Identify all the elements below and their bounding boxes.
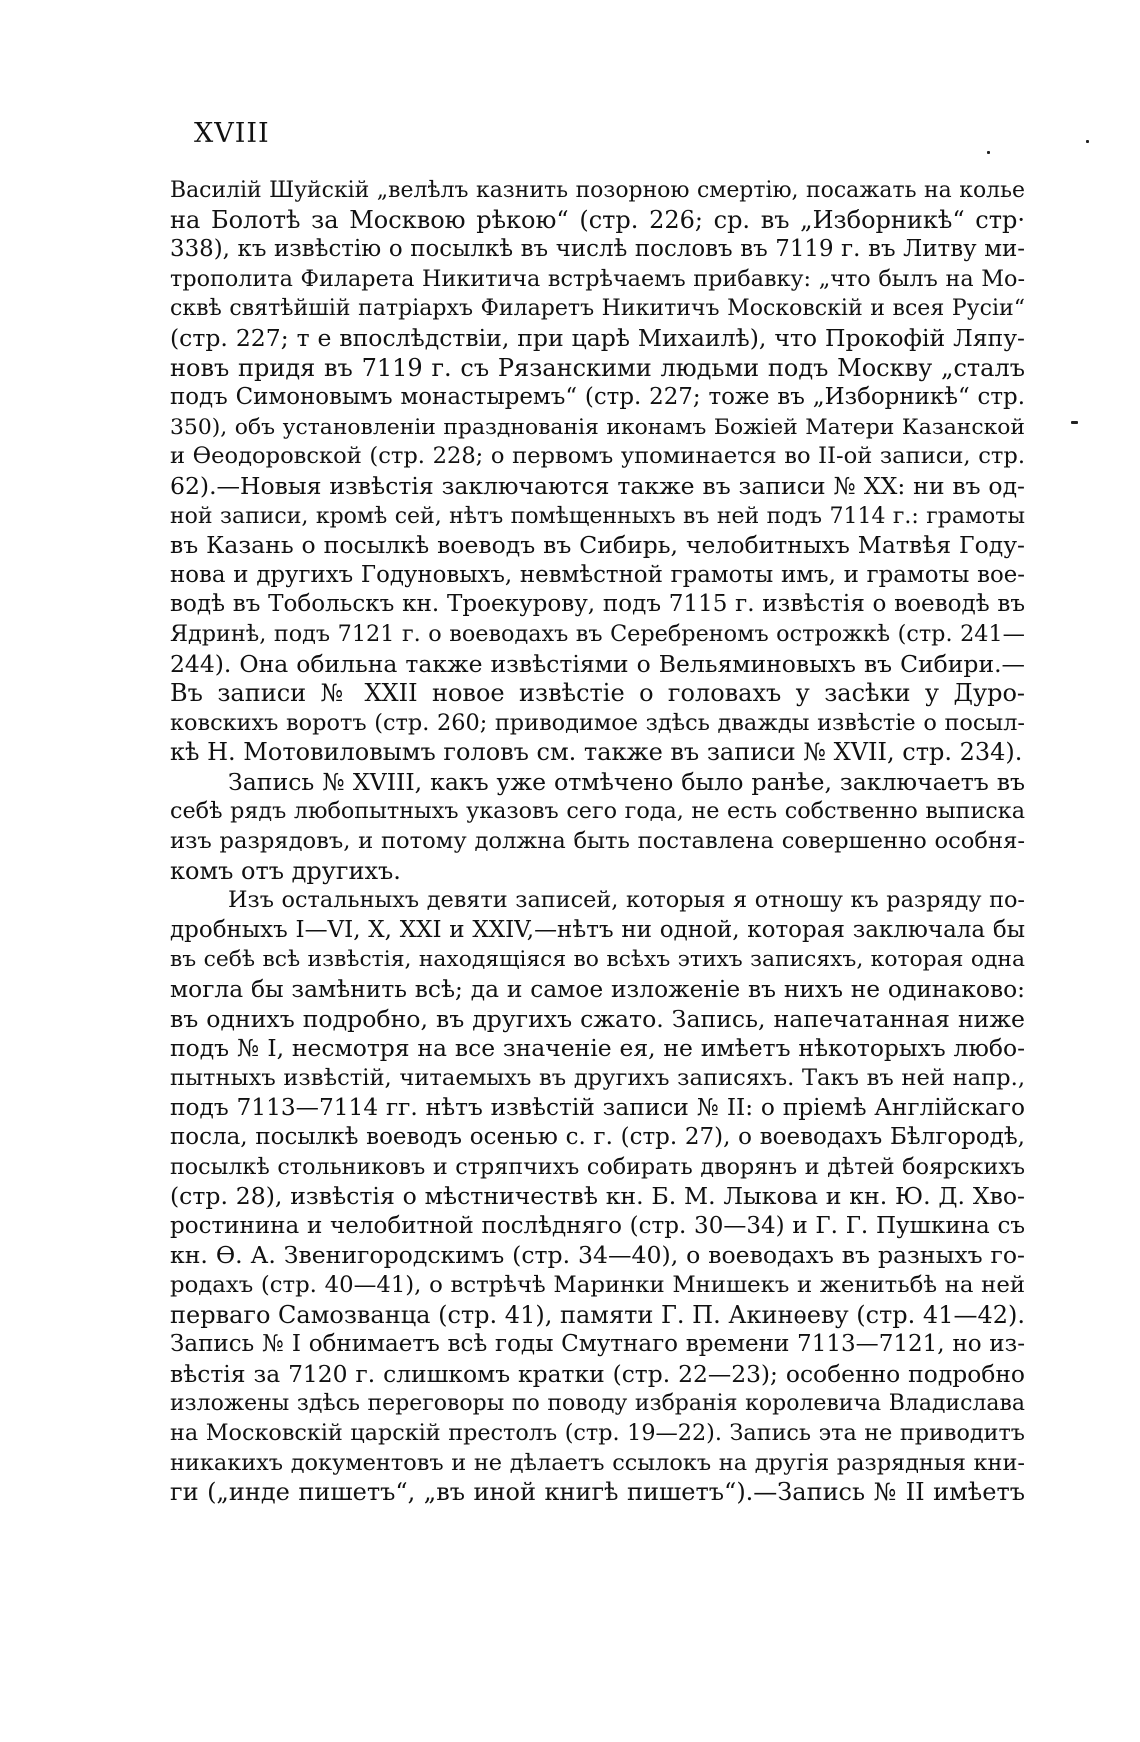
text-line: 350), объ установленіи празднованія иконамъ Божіей Матери Казанской [170, 414, 1025, 440]
print-speck [987, 151, 990, 154]
paragraph-1 [170, 176, 1025, 768]
text-line: изложены здѣсь переговоры по поводу избранія королевича Владислава [170, 1391, 1025, 1417]
text-line: Запись № I обнимаетъ всѣ годы Смутнаго времени 7113—7121, но из- [170, 1331, 1025, 1358]
text-line: изъ разрядовъ, и потому должна быть поставлена совершенно особня- [170, 828, 1025, 855]
text-line: Въ записи № XXII новое извѣстіе о головахъ у засѣки у Дуро- [170, 679, 1025, 708]
print-speck [1071, 421, 1078, 424]
text-line: Изъ остальныхъ девяти записей, которыя я отношу къ разряду по- [228, 887, 1025, 914]
text-line: въ Казань о посылкѣ воеводъ въ Сибирь, челобитныхъ Матвѣя Году- [170, 531, 1025, 560]
text-line: 62).—Новыя извѣстія заключаются также въ записи № XX: ни въ од- [170, 471, 1025, 500]
text-line: нова и другихъ Годуновыхъ, невмѣстной грамоты имъ, и грамоты вое- [170, 561, 1025, 588]
text-line: родахъ (стр. 40—41), о встрѣчѣ Маринки Мнишекъ и женитьбѣ на ней [170, 1271, 1025, 1298]
text-line: могла бы замѣнить всѣ; да и самое изложеніе въ нихъ не одинаково: [170, 975, 1025, 1004]
text-line: (стр. 227; т е впослѣдствіи, при царѣ Михаилѣ), что Прокофій Ляпу- [170, 323, 1025, 352]
text-line: подъ 7113—7114 гг. нѣтъ извѣстій записи № II: о пріемѣ Англійскаго [170, 1094, 1025, 1122]
text-line: 338), къ извѣстію о посылкѣ въ числѣ пословъ въ 7119 г. въ Литву ми- [170, 236, 1025, 263]
text-line: Василій Шуйскій „велѣлъ казнить позорною смертію, посажать на колье [170, 178, 1025, 203]
body-text [170, 176, 1025, 1508]
paragraph-3 [170, 886, 1025, 1507]
text-line: Ядринѣ, подъ 7121 г. о воеводахъ въ Серебреномъ острожкѣ (стр. 241— [170, 620, 1025, 647]
text-line: на Болотѣ за Москвою рѣкою“ (стр. 226; ср. въ „Изборникѣ“ стр· [170, 205, 1025, 234]
text-line: 244). Она обильна также извѣстіями о Вельяминовыхъ въ Сибири.— [170, 649, 1025, 678]
text-line: водѣ въ Тобольскъ кн. Троекурову, подъ 7115 г. извѣстія о воеводѣ въ [170, 591, 1025, 618]
text-line: пытныхъ извѣстій, читаемыхъ въ другихъ записяхъ. Такъ въ ней напр., [170, 1064, 1025, 1091]
text-line: кн. Ѳ. А. Звенигородскимъ (стр. 34—40), о воеводахъ въ разныхъ го- [170, 1241, 1025, 1270]
text-line: себѣ рядъ любопытныхъ указовъ сего года, не есть собственно выписка [170, 798, 1025, 825]
text-line: кѣ Н. Мотовиловымъ головъ см. также въ записи № XVII, стр. 234). [170, 738, 1023, 767]
text-line: вѣстія за 7120 г. слишкомъ кратки (стр. 22—23); особенно подробно [170, 1359, 1025, 1388]
text-line: новъ придя въ 7119 г. съ Рязанскими людьми подъ Москву „сталъ [170, 353, 1025, 382]
text-line: ростинина и челобитной послѣдняго (стр. 30—34) и Г. Г. Пушкина съ [170, 1212, 1025, 1239]
text-line: подъ № I, несмотря на все значеніе ея, не имѣетъ нѣкоторыхъ любо- [170, 1034, 1025, 1063]
text-line: дробныхъ I—VI, X, XXI и XXIV,—нѣтъ ни одной, которая заключала бы [170, 916, 1025, 943]
text-line: ги („инде пишетъ“, „въ иной книгѣ пишетъ“).—Запись № II имѣетъ [170, 1478, 1025, 1507]
print-speck [1086, 140, 1089, 143]
text-line: на Московскій царскій престолъ (стр. 19—22). Запись эта не приводитъ [170, 1419, 1025, 1446]
text-line: подъ Симоновымъ монастыремъ“ (стр. 227; тоже въ „Изборникѣ“ стр. [170, 384, 1025, 411]
text-line: (стр. 28), извѣстія о мѣстничествѣ кн. Б. М. Лыкова и кн. Ю. Д. Хво- [170, 1182, 1025, 1211]
text-line: посылкѣ стольниковъ и стряпчихъ собирать дворянъ и дѣтей боярскихъ [170, 1153, 1025, 1180]
page-number: XVIII [194, 118, 270, 149]
text-line: и Ѳеодоровской (стр. 228; о первомъ упоминается во II-ой записи, стр. [170, 443, 1025, 470]
text-line: комъ отъ другихъ. [170, 856, 401, 885]
text-line: въ однихъ подробно, въ другихъ сжато. Запись, напечатанная ниже [170, 1004, 1025, 1033]
paragraph-2 [170, 768, 1025, 886]
text-line: посла, посылкѣ воеводъ осенью с. г. (стр. 27), о воеводахъ Бѣлгородѣ, [170, 1124, 1025, 1150]
text-line: ковскихъ воротъ (стр. 260; приводимое здѣсь дважды извѣстіе о посыл- [170, 709, 1025, 736]
text-line: перваго Самозванца (стр. 41), памяти Г. П. Акинѳеву (стр. 41—42). [170, 1300, 1025, 1329]
text-line: сквѣ святѣйшій патріархъ Филаретъ Никитичъ Московскій и всея Русіи“ [170, 296, 1025, 322]
text-line: въ себѣ всѣ извѣстія, находящіяся во всѣхъ этихъ записяхъ, которая одна [170, 947, 1025, 973]
text-line: никакихъ документовъ и не дѣлаетъ ссылокъ на другія разрядныя кни- [170, 1449, 1025, 1476]
text-line: ной записи, кромѣ сей, нѣтъ помѣщенныхъ въ ней подъ 7114 г.: грамоты [170, 503, 1025, 529]
text-line: трополита Филарета Никитича встрѣчаемъ прибавку: „что былъ на Мо- [170, 265, 1025, 292]
text-line: Запись № XVIII, какъ уже отмѣчено было ранѣе, заключаетъ въ [228, 767, 1025, 796]
